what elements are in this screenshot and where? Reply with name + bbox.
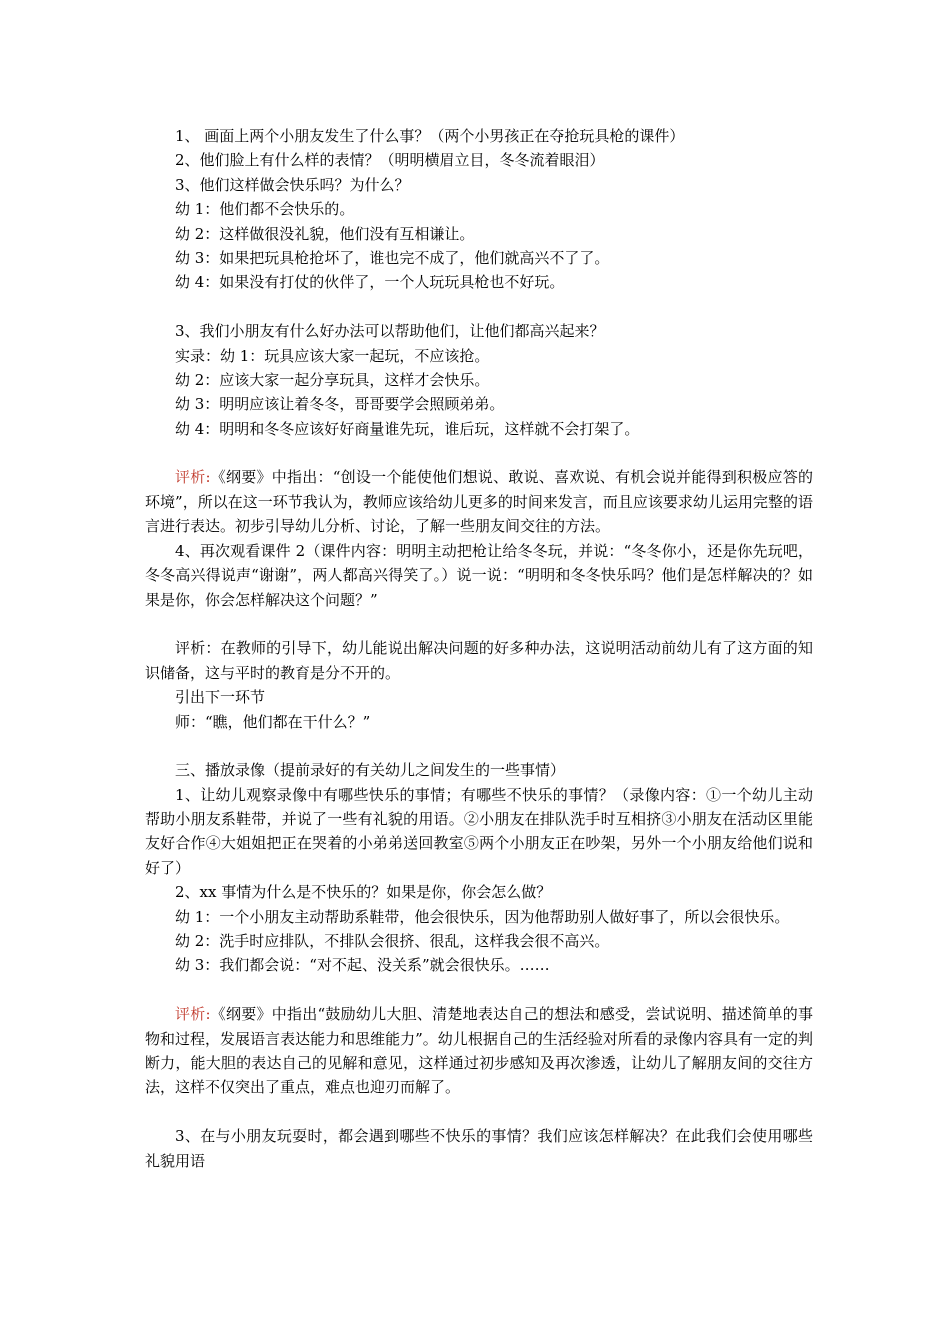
question-2: 2、他们脸上有什么样的表情？（明明横眉立目，冬冬流着眼泪） bbox=[175, 151, 605, 170]
analysis-label: 评析: bbox=[175, 468, 211, 487]
analysis-label: 评析: bbox=[175, 1005, 211, 1024]
question-help: 3、我们小朋友有什么好办法可以帮助他们，让他们都高兴起来？ bbox=[175, 322, 605, 341]
child-answer: 幼 3：如果把玩具枪抢坏了，谁也完不成了，他们就高兴不了了。 bbox=[175, 248, 610, 267]
analysis-text: 《纲要》中指出“鼓励幼儿大胆、清楚地表达自己的想法和感受，尝试说明、描述简单的事物和过程，发展语言表达能力和思维能力”。幼儿根据自己的生活经验对所看的录像内容具有一定的判断力，能大胆的表达自己的见解和意见，这样通过初步感知及再次渗透，让幼儿了解朋友间的交往方法，这样不仅突出了重点，难点也迎刃而解了。 bbox=[145, 1005, 813, 1097]
child-answer: 幼 4：如果没有打仗的伙伴了，一个人玩玩具枪也不好玩。 bbox=[175, 273, 565, 292]
child-answer: 幼 1：他们都不会快乐的。 bbox=[175, 200, 355, 219]
transition-line: 引出下一环节 bbox=[175, 688, 266, 707]
spacer bbox=[145, 612, 813, 636]
spacer bbox=[145, 1100, 813, 1124]
spacer bbox=[145, 734, 813, 758]
child-answer: 幼 4：明明和冬冬应该好好商量谁先玩，谁后玩，这样就不会打架了。 bbox=[175, 419, 640, 438]
child-answer: 幼 2：这样做很没礼貌，他们没有互相谦让。 bbox=[175, 224, 475, 243]
child-answer: 幼 3：我们都会说：“对不起、没关系”就会很快乐。…… bbox=[175, 956, 550, 975]
record-answer: 实录：幼 1：玩具应该大家一起玩，不应该抢。 bbox=[175, 346, 490, 365]
spacer bbox=[145, 295, 813, 319]
question-3: 3、他们这样做会快乐吗？为什么？ bbox=[175, 175, 410, 194]
child-answer-paragraph: 幼 1：一个小朋友主动帮助系鞋带，他会很快乐，因为他帮助别人做好事了，所以会很快乐。 bbox=[175, 907, 790, 926]
analysis-text: 《纲要》中指出：“创设一个能使他们想说、敢说、喜欢说、有机会说并能得到积极应答的环境”，所以在这一环节我认为，教师应该给幼儿更多的时间来发言，而且应该要求幼儿运用完整的语言进行表达。初步引导幼儿分析、讨论，了解一些朋友间交往的方法。 bbox=[145, 468, 813, 536]
section-3-title: 三、播放录像（提前录好的有关幼儿之间发生的一些事情） bbox=[175, 761, 566, 780]
spacer bbox=[145, 978, 813, 1002]
final-question-paragraph: 3、在与小朋友玩耍时，都会遇到哪些不快乐的事情？我们应该怎样解决？在此我们会使用哪些礼貌用语 bbox=[145, 1127, 813, 1170]
question-xx: 2、xx 事情为什么是不快乐的？如果是你，你会怎么做？ bbox=[175, 883, 552, 902]
child-answer: 幼 3：明明应该让着冬冬，哥哥要学会照顾弟弟。 bbox=[175, 395, 505, 414]
teacher-line: 师：“瞧，他们都在干什么？” bbox=[175, 712, 371, 731]
child-answer: 幼 2：应该大家一起分享玩具，这样才会快乐。 bbox=[175, 370, 490, 389]
spacer bbox=[145, 441, 813, 465]
analysis-paragraph-3 bbox=[145, 1002, 813, 1100]
document-page bbox=[145, 124, 813, 1173]
step-4-paragraph: 4、再次观看课件 2（课件内容：明明主动把枪让给冬冬玩，并说：“冬冬你小，还是你先玩吧，冬冬高兴得说声“谢谢”，两人都高兴得笑了。）说一说：“明明和冬冬快乐吗？他们是怎样解决的？如果是你，你会怎样解决这个问题？” bbox=[145, 541, 813, 609]
video-observation-paragraph: 1、让幼儿观察录像中有哪些快乐的事情；有哪些不快乐的事情？（录像内容：①一个幼儿主动帮助小朋友系鞋带，并说了一些有礼貌的用语。②小朋友在排队洗手时互相挤③小朋友在活动区里能友好合作④大姐姐把正在哭着的小弟弟送回教室⑤两个小朋友正在吵架，另外一个小朋友给他们说和好了） bbox=[145, 785, 813, 877]
analysis-paragraph-2: 评析：在教师的引导下，幼儿能说出解决问题的好多种办法，这说明活动前幼儿有了这方面的知识储备，这与平时的教育是分不开的。 bbox=[145, 639, 813, 682]
question-1: 1、 画面上两个小朋友发生了什么事？（两个小男孩正在夺抢玩具枪的课件） bbox=[175, 127, 685, 145]
child-answer: 幼 2：洗手时应排队，不排队会很挤、很乱，这样我会很不高兴。 bbox=[175, 932, 610, 951]
analysis-paragraph-1 bbox=[145, 465, 813, 538]
